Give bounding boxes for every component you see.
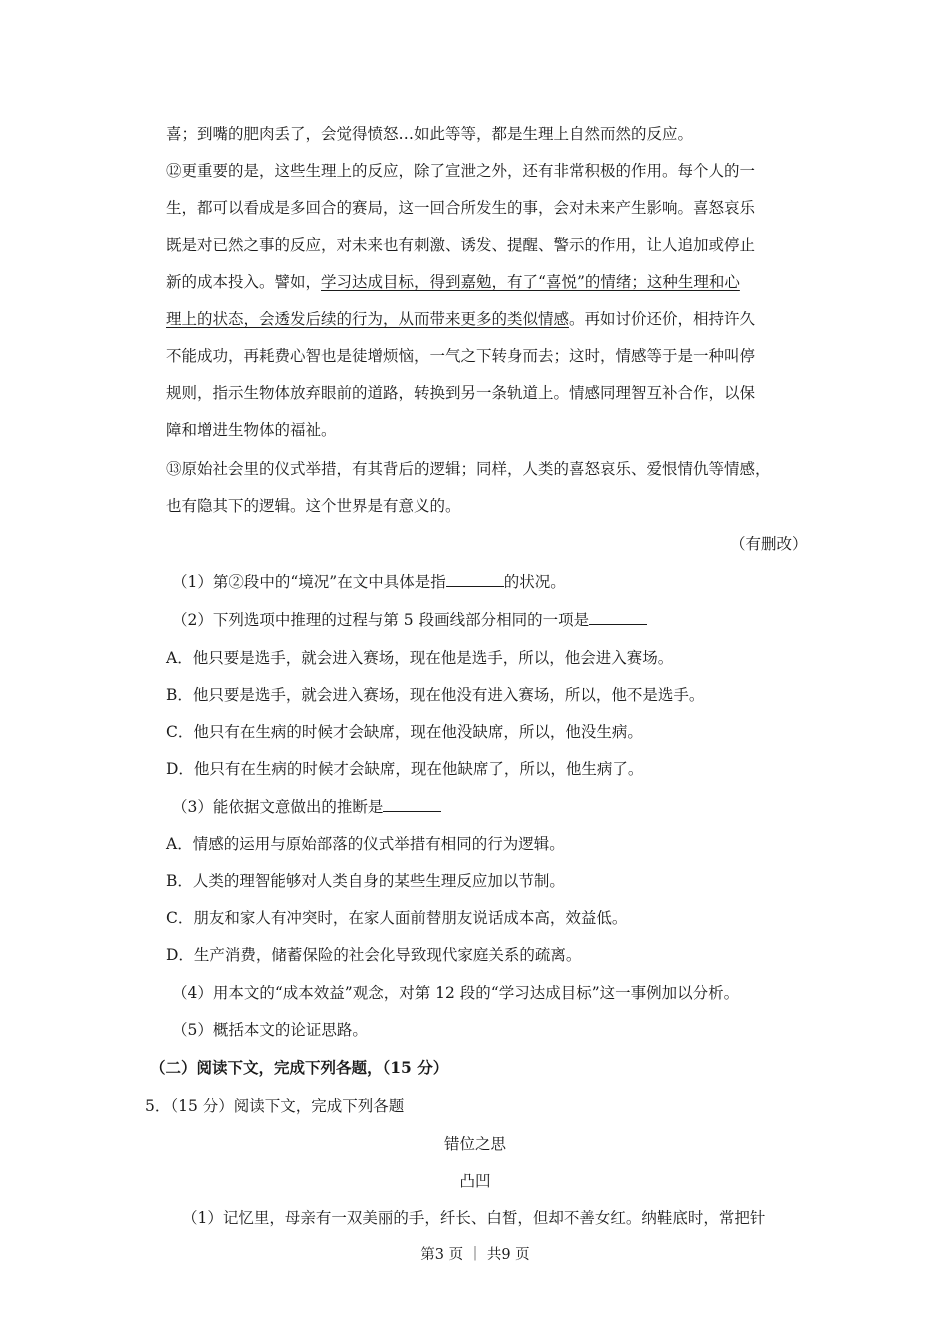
para12-underlined-start: 学习达成目标，得到嘉勉，有了“喜悦”的情绪；这种生理和心 — [321, 273, 740, 291]
para12-line5-plain: 。再如讨价还价，相持许久 — [569, 310, 756, 328]
question-1-stem: （1）第②段中的“境况”在文中具体是指 — [172, 573, 446, 591]
question-2-option-a: A．他只要是选手，就会进入赛场，现在他是选手，所以，他会进入赛场。 — [166, 649, 674, 667]
question-2-stem: （2）下列选项中推理的过程与第 5 段画线部分相同的一项是 — [172, 611, 590, 629]
para12-line1: ⑫更重要的是，这些生理上的反应，除了宣泄之外，还有非常积极的作用。每个人的一 — [166, 162, 756, 180]
question-3-stem: （3）能依据文意做出的推断是 — [172, 798, 384, 816]
question-3-option-a: A．情感的运用与原始部落的仪式举措有相同的行为逻辑。 — [166, 835, 565, 853]
item-5-heading: 5．（15 分）阅读下文，完成下列各题 — [145, 1097, 405, 1115]
section-heading: （二）阅读下文，完成下列各题，（15 分） — [150, 1058, 449, 1077]
para12-line8: 障和增进生物体的福祉。 — [166, 421, 337, 439]
para12-underlined-end: 理上的状态，会透发后续的行为，从而带来更多的类似情感 — [166, 310, 570, 328]
para12-line5 — [166, 308, 755, 330]
para12-line4 — [166, 271, 740, 293]
question-3-option-b: B．人类的理智能够对人类自身的某些生理反应加以节制。 — [166, 872, 565, 890]
para12-line6: 不能成功，再耗费心智也是徒增烦恼，一气之下转身而去；这时，情感等于是一种叫停 — [166, 347, 756, 365]
para12-line4-plain: 新的成本投入。譬如， — [166, 273, 322, 291]
answer-blank — [446, 572, 504, 587]
question-2-option-c: C．他只有在生病的时候才会缺席，现在他没缺席，所以，他没生病。 — [166, 723, 643, 741]
story-paragraph-1: （1）记忆里，母亲有一双美丽的手，纤长、白皙，但却不善女红。纳鞋底时，常把针 — [182, 1209, 766, 1227]
question-2-option-d: D．他只有在生病的时候才会缺席，现在他缺席了，所以，他生病了。 — [166, 760, 644, 778]
answer-blank — [589, 610, 647, 625]
question-3-option-c: C．朋友和家人有冲突时，在家人面前替朋友说话成本高，效益低。 — [166, 909, 628, 927]
source-note: （有删改） — [730, 535, 808, 553]
para12-line3: 既是对已然之事的反应，对未来也有刺激、诱发、提醒、警示的作用，让人追加或停止 — [166, 236, 756, 254]
para12-line7: 规则，指示生物体放弃眼前的道路，转换到另一条轨道上。情感同理智互补合作，以保 — [166, 384, 756, 402]
para13-line1: ⑬原始社会里的仪式举措，有其背后的逻辑；同样，人类的喜怒哀乐、爱恨情仇等情感， — [166, 460, 771, 478]
story-title: 错位之思 — [443, 1135, 506, 1153]
para11-end: 喜；到嘴的肥肉丢了，会觉得愤怒…如此等等，都是生理上自然而然的反应。 — [166, 125, 694, 143]
answer-blank — [383, 797, 441, 812]
question-3 — [172, 796, 441, 818]
para12-line2: 生，都可以看成是多回合的赛局，这一回合所发生的事，会对未来产生影响。喜怒哀乐 — [166, 199, 756, 217]
question-5: （5）概括本文的论证思路。 — [172, 1021, 368, 1039]
para13-line2: 也有隐其下的逻辑。这个世界是有意义的。 — [166, 497, 461, 515]
question-2 — [172, 609, 647, 631]
question-1-tail: 的状况。 — [503, 573, 566, 591]
story-author: 凸凹 — [459, 1172, 491, 1190]
question-4: （4）用本文的“成本效益”观念，对第 12 段的“学习达成目标”这一事例加以分析。 — [172, 984, 740, 1002]
question-1 — [172, 571, 566, 593]
question-3-option-d: D．生产消费，储蓄保险的社会化导致现代家庭关系的疏离。 — [166, 946, 582, 964]
question-2-option-b: B．他只要是选手，就会进入赛场，现在他没有进入赛场，所以，他不是选手。 — [166, 686, 705, 704]
page-footer: 第3 页 ｜ 共9 页 — [420, 1247, 530, 1263]
